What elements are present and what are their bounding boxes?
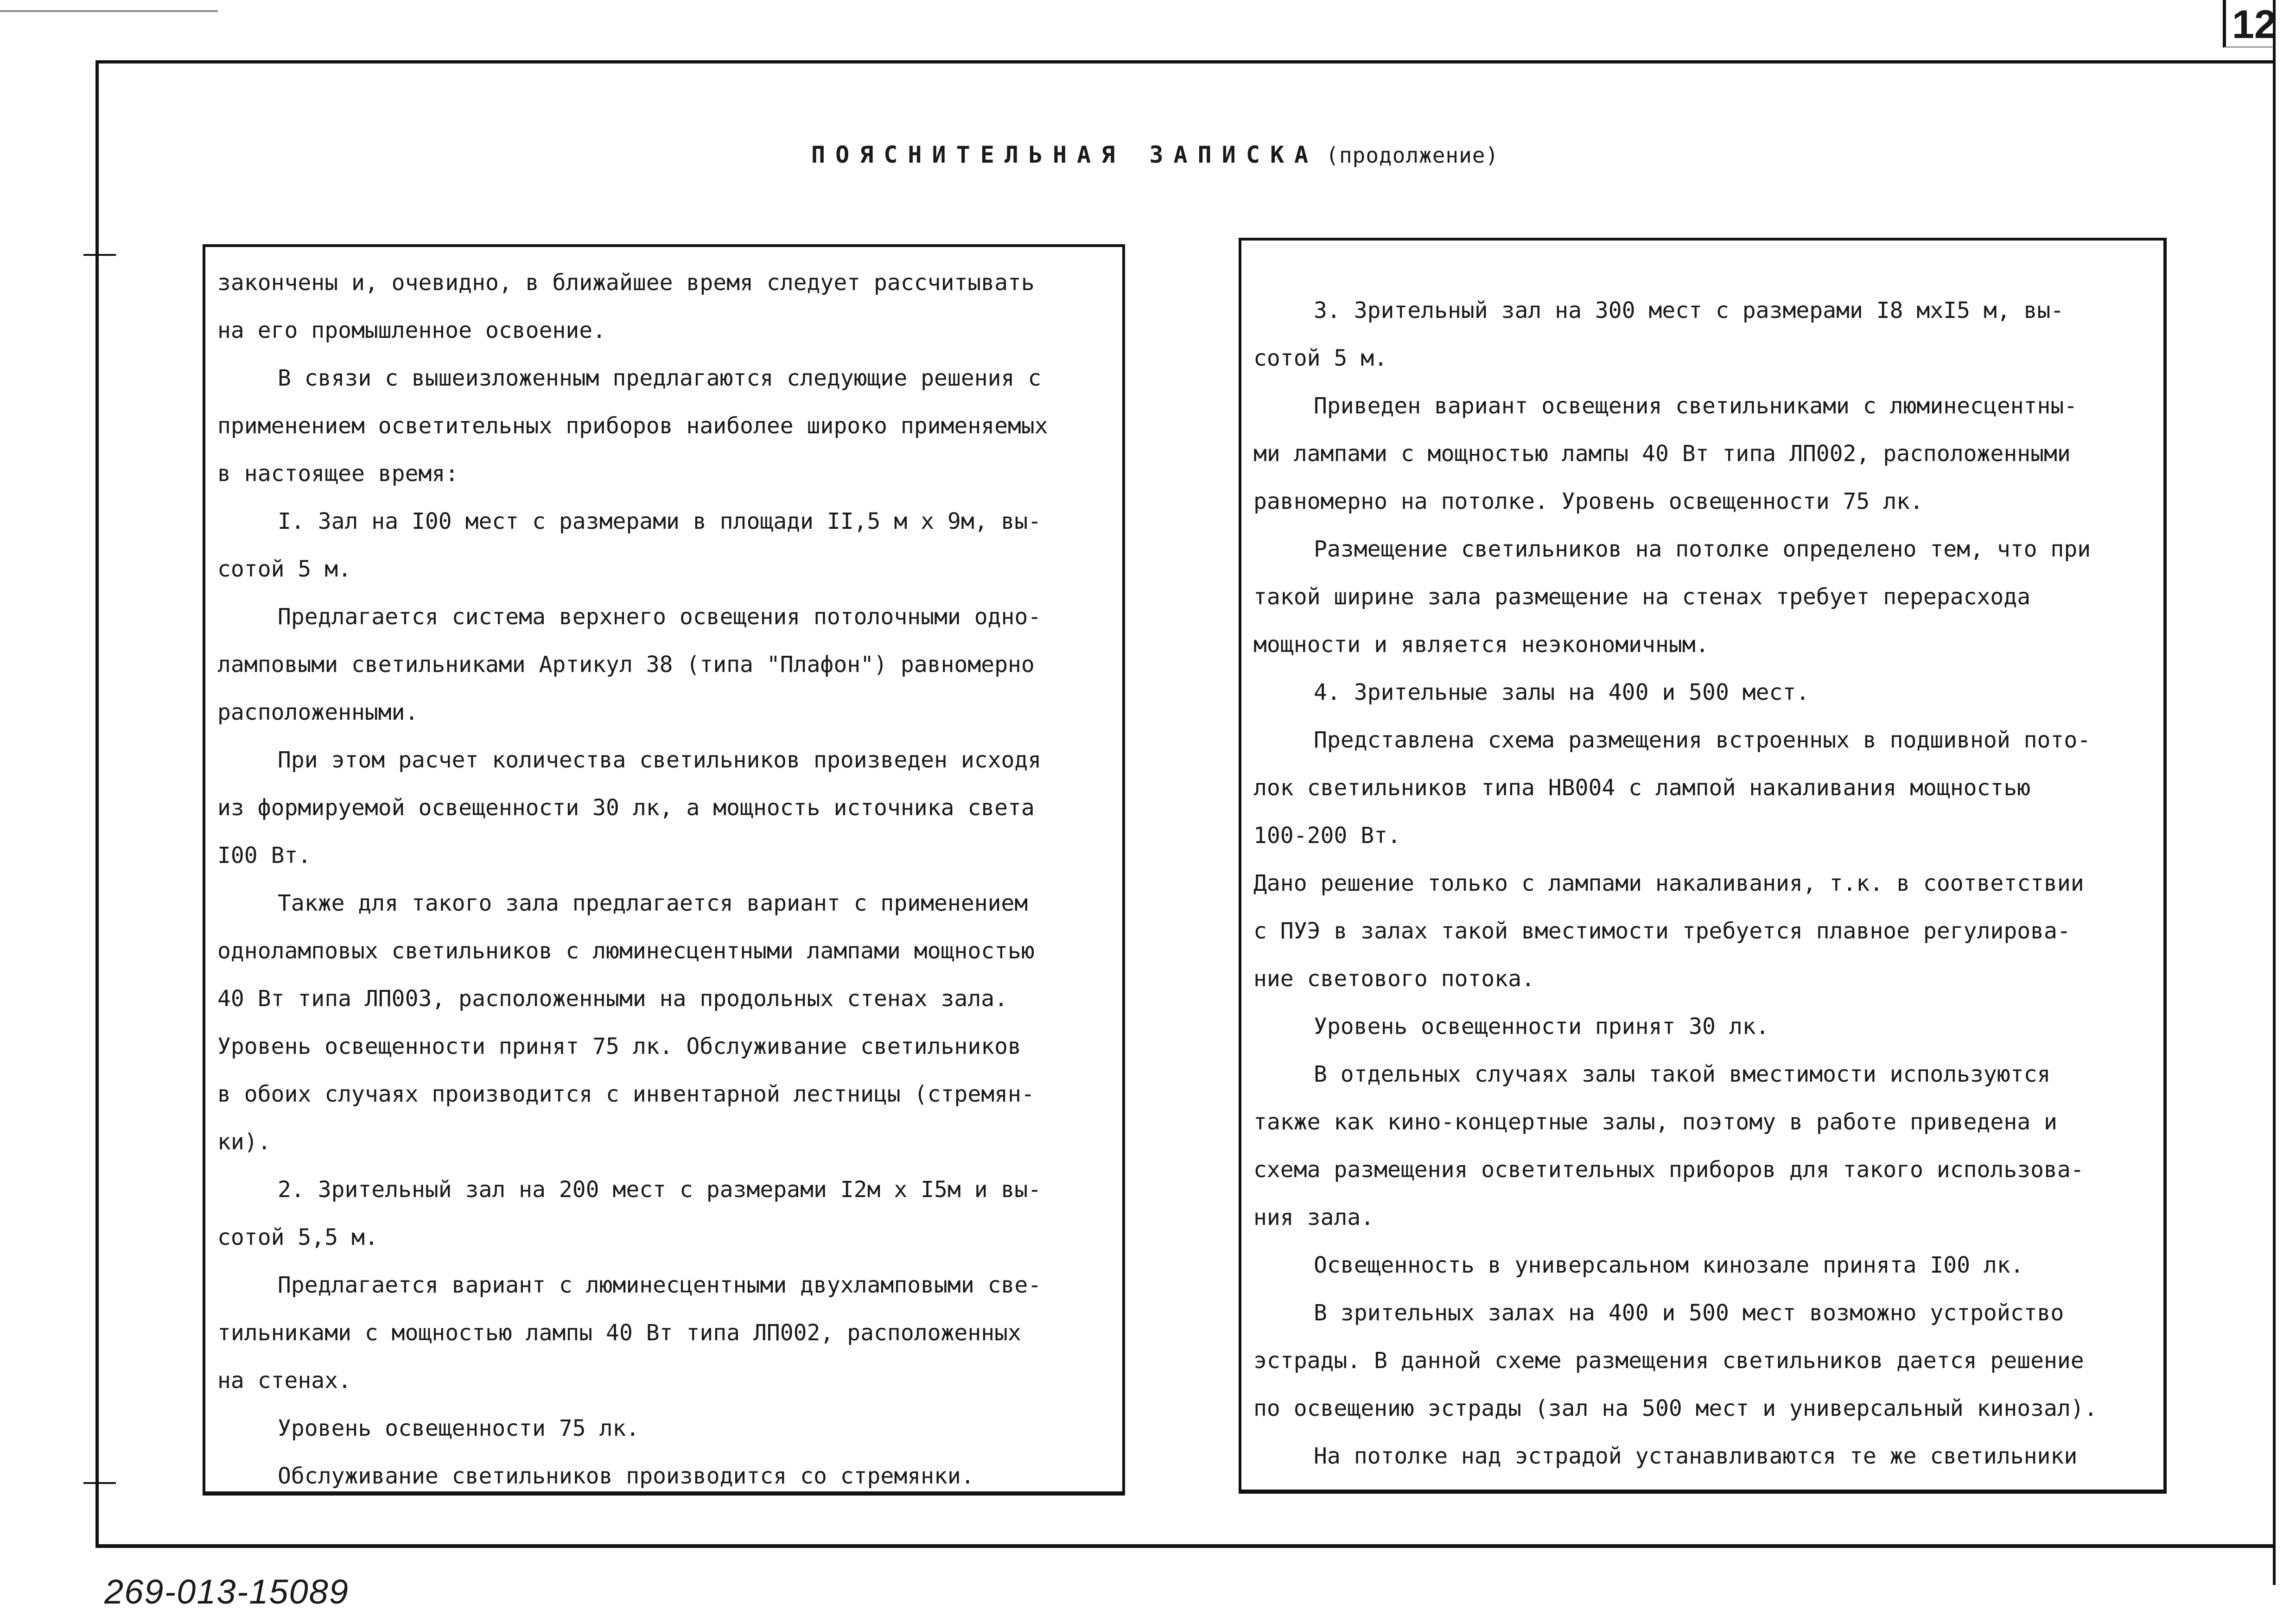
text-line: При этом расчет количества светильников произведен исходя <box>278 747 1042 773</box>
text-line: В отдельных случаях залы такой вместимости используются <box>1314 1061 2051 1087</box>
text-line: В зрительных залах на 400 и 500 мест возможно устройство <box>1314 1300 2064 1326</box>
text-line: В связи с вышеизложенным предлагаются следующие решения с <box>278 365 1042 391</box>
right-border-line <box>2273 0 2276 1585</box>
text-line: такой ширине зала размещение на стенах требует перерасхода <box>1253 584 2031 610</box>
text-line: Уровень освещенности принят 30 лк. <box>1314 1014 1769 1040</box>
text-line: сотой 5,5 м. <box>217 1224 378 1250</box>
text-line: мощности и является неэкономичным. <box>1253 632 1709 658</box>
text-line: Обслуживание светильников производится со стремянки. <box>278 1463 974 1489</box>
text-line: Приведен вариант освещения светильниками с люминесцентны- <box>1314 393 2078 419</box>
text-line: 3. Зрительный зал на 300 мест с размерами I8 мхI5 м, вы- <box>1314 298 2064 323</box>
text-line: сотой 5 м. <box>1253 345 1387 371</box>
left-text-panel <box>203 244 1125 1496</box>
text-line: Представлена схема размещения встроенных в подшивной пото- <box>1314 727 2091 753</box>
frame-tick <box>83 1482 116 1484</box>
text-line: также как кино-концертные залы, поэтому в работе приведена и <box>1253 1109 2057 1135</box>
right-text-panel <box>1239 238 2167 1494</box>
top-rule <box>0 10 218 12</box>
text-line: на его промышленное освоение. <box>217 317 606 343</box>
text-line: Размещение светильников на потолке определено тем, что при <box>1314 536 2091 562</box>
text-line: I00 Вт. <box>217 843 312 869</box>
text-line: ми лампами с мощностью лампы 40 Вт типа ЛП002, расположенными <box>1253 441 2071 467</box>
page-number: 12 <box>2232 2 2277 47</box>
text-line: эстрады. В данной схеме размещения светильников дается решение <box>1253 1348 2084 1374</box>
frame-tick <box>83 254 116 256</box>
text-line: на стенах. <box>217 1368 351 1394</box>
text-line: равномерно на потолке. Уровень освещенности 75 лк. <box>1253 488 1923 514</box>
text-line: расположенными. <box>217 699 419 725</box>
text-line: 4. Зрительные залы на 400 и 500 мест. <box>1314 679 1810 705</box>
text-line: с ПУЭ в залах такой вместимости требуется плавное регулирова- <box>1253 918 2071 944</box>
text-line: в обоих случаях производится с инвентарной лестницы (стремян- <box>217 1081 1035 1107</box>
text-line: 2. Зрительный зал на 200 мест с размерами I2м х I5м и вы- <box>278 1177 1042 1203</box>
text-line: применением осветительных приборов наиболее широко применяемых <box>217 413 1048 439</box>
text-line: закончены и, очевидно, в ближайшее время следует рассчитывать <box>217 270 1035 296</box>
text-line: 100-200 Вт. <box>1253 823 1401 849</box>
text-line: ламповыми светильниками Артикул 38 (типа "Плафон") равномерно <box>217 652 1035 678</box>
left-column-text <box>217 259 1110 1500</box>
text-line: ки). <box>217 1129 271 1155</box>
right-column-text <box>1253 287 2151 1480</box>
text-line: Предлагается вариант с люминесцентными двухламповыми све- <box>278 1272 1042 1298</box>
document-number: 269-013-15089 <box>104 1572 349 1611</box>
text-line: в настоящее время: <box>217 461 459 487</box>
text-line: Дано решение только с лампами накаливания, т.к. в соответствии <box>1253 870 2084 896</box>
title-sub: (продолжение) <box>1326 143 1499 168</box>
text-line: Предлагается система верхнего освещения потолочными одно- <box>278 604 1042 630</box>
text-line: лок светильников типа НВ004 с лампой накаливания мощностью <box>1253 775 2031 801</box>
text-line: одноламповых светильников с люминесцентными лампами мощностью <box>217 938 1035 964</box>
text-line: ния зала. <box>1253 1205 1374 1230</box>
page-title <box>811 141 1599 183</box>
text-line: 40 Вт типа ЛП003, расположенными на продольных стенах зала. <box>217 986 1008 1012</box>
text-line: сотой 5 м. <box>217 556 351 582</box>
text-line: схема размещения осветительных приборов для такого использова- <box>1253 1157 2084 1183</box>
text-line: по освещению эстрады (зал на 500 мест и универсальный кинозал). <box>1253 1395 2098 1421</box>
text-line: Освещенность в универсальном кинозале принята I00 лк. <box>1314 1252 2024 1278</box>
text-line: ние светового потока. <box>1253 966 1535 992</box>
text-line: тильниками с мощностью лампы 40 Вт типа ЛП002, расположенных <box>217 1320 1021 1346</box>
text-line: На потолке над эстрадой устанавливаются те же светильники <box>1314 1443 2078 1469</box>
text-line: из формируемой освещенности 30 лк, а мощность источника света <box>217 795 1035 821</box>
text-line: Уровень освещенности принят 75 лк. Обслуживание светильников <box>217 1033 1021 1059</box>
text-line: I. Зал на I00 мест с размерами в площади II,5 м х 9м, вы- <box>278 508 1042 534</box>
text-line: Уровень освещенности 75 лк. <box>278 1415 640 1441</box>
title-main: ПОЯСНИТЕЛЬНАЯ ЗАПИСКА <box>811 141 1319 168</box>
text-line: Также для такого зала предлагается вариант с применением <box>278 890 1028 916</box>
